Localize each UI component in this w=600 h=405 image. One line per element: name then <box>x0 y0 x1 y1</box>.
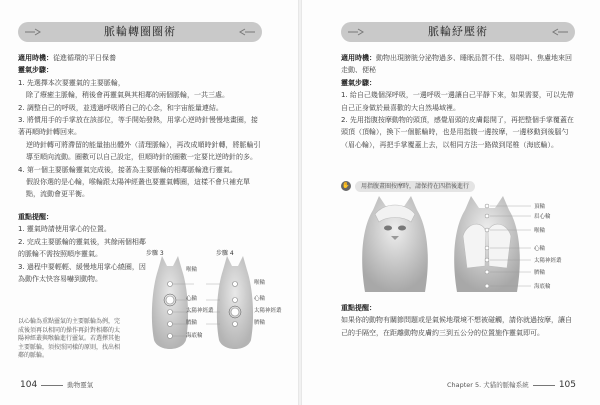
chakra-steps-figure <box>136 248 286 358</box>
chakra-label: 喉輪 <box>186 267 198 273</box>
chakra-label: 喉輪 <box>534 228 546 234</box>
chakra-label: 太陽神經叢 <box>534 258 562 264</box>
title-ornament-icon <box>551 27 569 37</box>
step-item: 4. 第一個主要脈輪靈氣完成後，接著為主要脈輪的相鄰脈輪進行靈氣。 <box>18 165 237 174</box>
step-item: 2. 先用指腹按摩動物的頭頂，感覺眉頭的皮膚鬆開了，再把整個手掌覆蓋在頭頂（頂輪），換下一個脈輪時，也是用指腹一邊按摩，一邊移動到後腦勺（眉心輪），再把手掌覆蓋上去，以相同方法一路做到尾椎（海底輪）。 <box>341 116 574 149</box>
tip-callout <box>341 180 475 192</box>
title-ornament-icon <box>238 27 256 37</box>
chakra-label: 喉輪 <box>254 280 266 286</box>
title-ornament-icon <box>347 27 365 37</box>
title-ornament-icon <box>24 27 42 37</box>
when-label: 適用時機： <box>18 54 53 62</box>
step-item-detail: 假設你選的是心輪，喉輪跟太陽神經叢也要靈氣轉圈，這樣不會只補充單點，流動會更平衡。 <box>26 178 250 199</box>
chakra-label: 太陽神經叢 <box>186 308 214 314</box>
when-label: 適用時機： <box>341 54 376 62</box>
chakra-label: 臍輪 <box>186 320 198 326</box>
right-points-text <box>341 302 577 339</box>
step3-label: 步驟 3 <box>146 250 164 257</box>
cat-back-illustration <box>136 248 286 358</box>
running-head: Chapter 5. 犬貓的脈輪系統 <box>446 381 529 389</box>
chakra-label: 心輪 <box>186 296 198 302</box>
point-item: 3. 過程中要輕輕、緩慢地用掌心繞圈，因為動作太快容易嚇到動物。 <box>18 262 146 283</box>
chakra-label: 太陽神經叢 <box>254 308 282 314</box>
chakra-label: 海底輪 <box>186 333 203 339</box>
step-item-detail: 逆時針轉可將滯留的能量抽出體外（清理脈輪），再改成順時針轉，將脈輪引導至順向流動。圈數可以自己設定，但順時針的圈數一定要比逆時針的多。 <box>26 140 261 162</box>
step-item: 1. 先選擇本次要靈氣的主要脈輪， <box>18 78 125 87</box>
steps-label: 靈氣步驟： <box>18 66 53 75</box>
chakra-label: 心輪 <box>534 246 546 252</box>
figure-caption: 以心輪為重點靈氣的主要脈輪為例，完成後須再以相同的操作再針對相鄰的太陽神經叢與喉輪進行靈氣。若選擇其他主要脈輪，須按照同樣的原則，找出相鄰的脈輪。 <box>18 318 121 360</box>
when-text: 從進循環的平日保養 <box>53 54 116 62</box>
step-item: 1. 給自己幾個深呼吸，一邊呼吸一邊讓自己平靜下來，如果需要，可以先帶自己正身做於最喜歡的大自然場域裡。 <box>341 91 574 112</box>
chakra-label: 臍輪 <box>534 270 546 276</box>
chakra-label: 頂輪 <box>534 204 546 210</box>
points-label: 重點提醒： <box>341 304 376 312</box>
points-body: 如果你的動物有關節問題或是氣候地環境不想被碰觸，請你就過按摩，讓自己的手隔空，在距離動物皮膚約三到五公分的位置施作靈氣即可。 <box>341 316 572 337</box>
left-page-title-bar <box>18 22 262 42</box>
right-page-title: 脈輪紓壓術 <box>428 25 488 38</box>
massage-figure <box>345 196 571 294</box>
page-number: 104 <box>20 380 38 390</box>
left-footer <box>20 380 93 390</box>
left-page-title: 脈輪轉圈圈術 <box>104 25 176 38</box>
tip-text: 用指腹畫圈按摩時，請保持在四指後進行 <box>355 181 475 192</box>
running-head: 動物靈氣 <box>67 381 94 389</box>
chakra-label: 心輪 <box>254 296 266 302</box>
point-item: 1. 靈氣時請使用掌心的位置。 <box>18 225 111 234</box>
page-number: 105 <box>558 380 576 390</box>
step4-label: 步驟 4 <box>216 250 234 257</box>
points-label: 重點提醒： <box>18 212 53 221</box>
chakra-label: 臍輪 <box>254 320 266 326</box>
when-text: 動物出現膀胱分泌物過多、睡眠品質不佳、易喘叫、焦慮地來回走動、便秘 <box>341 54 572 75</box>
chakra-label: 海底輪 <box>534 284 551 290</box>
right-page <box>301 0 600 405</box>
step-item-detail: 除了療癒主脈輪，稍後會再靈氣與其相鄰的兩個脈輪，一共三處。 <box>26 91 229 100</box>
hand-icon: ✋ <box>342 182 350 189</box>
left-page <box>0 0 299 405</box>
right-footer <box>447 380 576 390</box>
step-item: 2. 調整自己的呼吸，並透過呼吸將自己的心念，和宇宙能量連結。 <box>18 103 223 112</box>
right-body-text <box>341 52 577 151</box>
right-page-title-bar <box>341 22 575 42</box>
steps-label: 靈氣步驟： <box>341 78 376 87</box>
step-item: 3. 將慣用手的手掌放在該部位，等手開始發熱，用掌心逆時針慢慢地畫圈，接著再順時針轉回來。 <box>18 116 258 137</box>
point-item: 2. 完成主要脈輪的靈氣後，其餘兩個相鄰的脈輪不需按照順序靈氣。 <box>18 237 146 259</box>
chakra-label: 眉心輪 <box>534 214 551 220</box>
